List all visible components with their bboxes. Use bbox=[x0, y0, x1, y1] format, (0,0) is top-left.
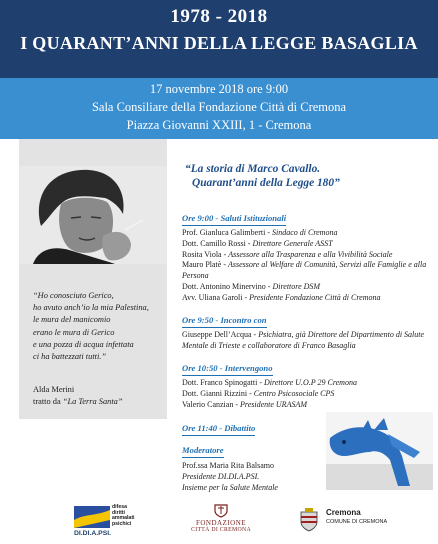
program-section-saluti bbox=[182, 208, 432, 304]
speaker-row: Valerio Canzian - Presidente URASAM bbox=[182, 399, 307, 409]
moderator-role: Presidente DI.DI.A.PSI. bbox=[182, 472, 260, 481]
comune-line1: Cremona bbox=[326, 508, 361, 517]
quote-line: ho avuto anch’io la mia Palestina, bbox=[33, 303, 149, 313]
program bbox=[182, 162, 432, 492]
speaker-row: Dott. Antonino Minervino - Direttore DSM bbox=[182, 281, 321, 291]
speaker-row: Dott. Gianni Rizzini - Centro Psicosociale CPS bbox=[182, 388, 335, 398]
program-title-line1: “La storia di Marco Cavallo. bbox=[185, 163, 321, 175]
moderator-org: Insieme per la Salute Mentale bbox=[182, 483, 278, 492]
didiapsi-line: ammalati bbox=[112, 515, 135, 522]
section-heading: Ore 11:40 - Dibattito bbox=[182, 423, 255, 436]
didiapsi-logo bbox=[74, 506, 144, 540]
speaker-row: Avv. Uliana Garoli - Presidente Fondazione Città di Cremona bbox=[182, 292, 381, 302]
crest-icon bbox=[213, 502, 229, 518]
quote-attribution bbox=[33, 384, 123, 408]
quote-line: “Ho conosciuto Gerico, bbox=[33, 291, 114, 300]
quote-author: Alda Merini bbox=[33, 385, 75, 394]
speaker-row: Dott. Camillo Rossi - Direttore Generale ASST bbox=[182, 238, 333, 248]
moderator-heading: Moderatore bbox=[182, 445, 224, 458]
portrait-photo bbox=[19, 166, 167, 264]
quote-source-title: “La Terra Santa” bbox=[62, 397, 123, 407]
didiapsi-line: difesa bbox=[112, 504, 127, 510]
quote-line: e una pozza di acqua infettata bbox=[33, 339, 134, 349]
footer-logos bbox=[0, 498, 438, 544]
speaker-row: Mauro Platè - Assessore al Welfare di Comunità, Servizi alle Famiglie e alla Persona bbox=[182, 260, 427, 281]
didiapsi-name: DI.DI.A.PSI. bbox=[74, 530, 112, 537]
event-date-time: 17 novembre 2018 ore 9:00 bbox=[149, 82, 289, 96]
speaker-row: Dott. Franco Spinogatti - Direttore U.O.P 29 Cremona bbox=[182, 378, 357, 387]
years-heading: 1978 - 2018 bbox=[170, 6, 268, 27]
event-venue: Sala Consiliare della Fondazione Città di Cremona bbox=[91, 100, 347, 114]
coat-of-arms-icon bbox=[300, 508, 318, 532]
fondazione-line2: CITTÀ DI CREMONA bbox=[191, 527, 251, 533]
quote-line: ci ha battezzati tutti.” bbox=[33, 352, 107, 362]
header-banner bbox=[0, 0, 438, 78]
event-address: Piazza Giovanni XXIII, 1 - Cremona bbox=[126, 118, 312, 132]
fondazione-line1: FONDAZIONE bbox=[195, 519, 247, 527]
didiapsi-line: psichici bbox=[112, 520, 132, 527]
event-info-band bbox=[0, 78, 438, 139]
section-heading: Ore 9:00 - Saluti Istituzionali bbox=[182, 213, 286, 226]
marco-cavallo-image bbox=[326, 412, 433, 490]
section-heading: Ore 9:50 - Incontro con bbox=[182, 315, 267, 328]
speaker-row: Prof. Gianluca Galimberti - Sindaco di Cremona bbox=[182, 228, 338, 237]
speaker-row: Giuseppe Dell’Acqua - Psichiatra, già Direttore del Dipartimento di Salute Mentale di Trieste e collaboratore di Franco Basaglia bbox=[182, 330, 425, 350]
comune-line2: COMUNE DI CREMONA bbox=[326, 519, 388, 525]
quote-text bbox=[33, 290, 163, 363]
comune-cremona-logo bbox=[300, 506, 400, 542]
program-title-line2: Quarant’anni della Legge 180” bbox=[192, 177, 340, 189]
didiapsi-line: diritti bbox=[112, 509, 125, 516]
quote-line: erano le mura di Gerico bbox=[33, 327, 115, 337]
event-title: I QUARANT’ANNI DELLA LEGGE BASAGLIA bbox=[20, 33, 418, 53]
quote-source-prefix: tratto da bbox=[33, 397, 61, 407]
quote-line: le mura del manicomio bbox=[33, 315, 111, 325]
fondazione-logo bbox=[186, 502, 256, 542]
section-heading: Ore 10:50 - Intervengono bbox=[182, 363, 273, 376]
program-section-incontro bbox=[182, 310, 432, 352]
program-section-intervengono bbox=[182, 358, 432, 410]
speaker-row: Rosita Viola - Assessore alla Trasparenza e alla Vivibilità Sociale bbox=[182, 249, 393, 259]
moderator-name: Prof.ssa Maria Rita Balsamo bbox=[182, 461, 274, 470]
